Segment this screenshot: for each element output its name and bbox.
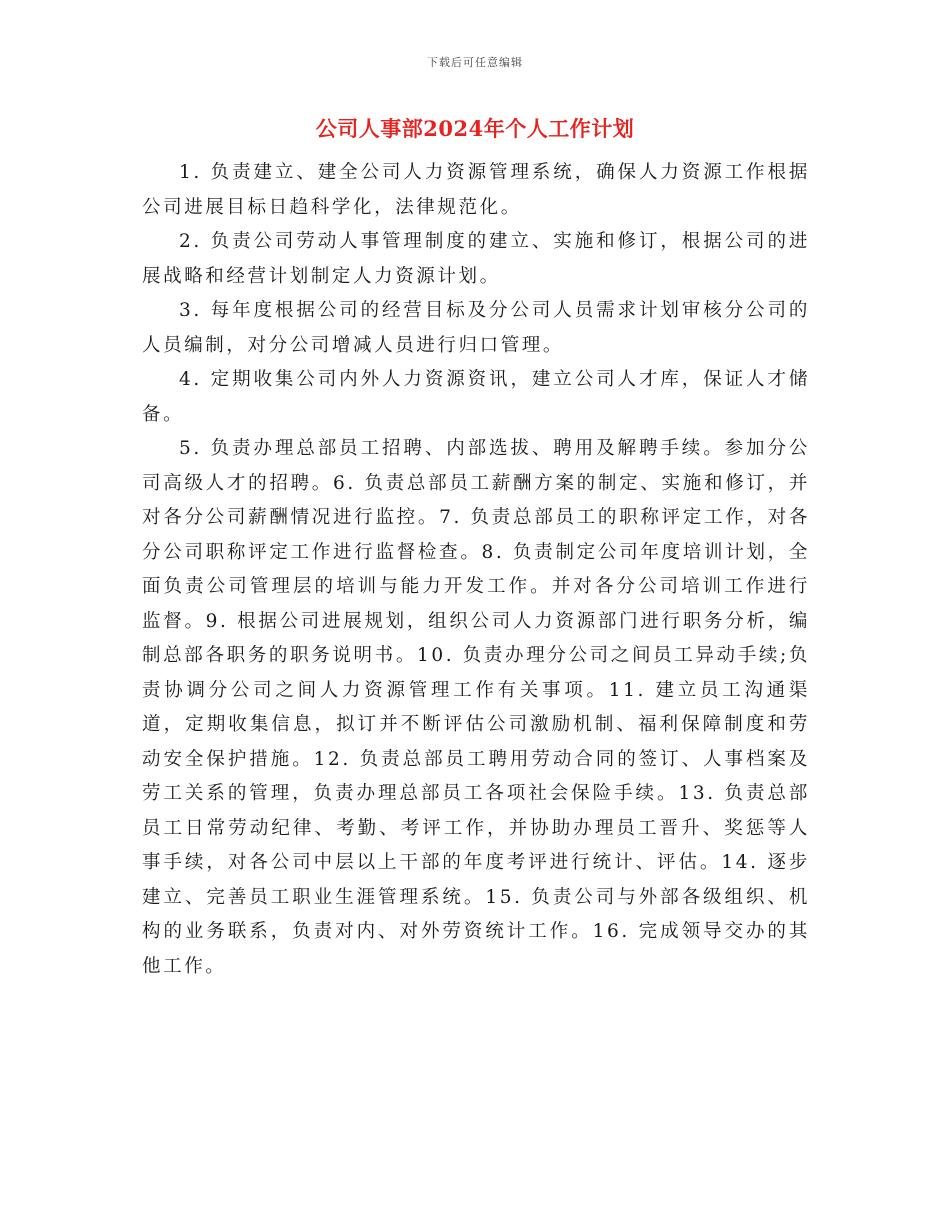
document-body [142,156,810,984]
paragraph-3: 3. 每年度根据公司的经营目标及分公司人员需求计划审核分公司的人员编制，对分公司增减人员进行归口管理。 [142,300,810,356]
paragraph-1: 1. 负责建立、建全公司人力资源管理系统，确保人力资源工作根据公司进展目标日趋科学化，法律规范化。 [142,162,810,218]
document-title: 公司人事部2024年个人工作计划 [315,116,635,141]
paragraph-2: 2. 负责公司劳动人事管理制度的建立、实施和修订，根据公司的进展战略和经营计划制定人力资源计划。 [142,231,810,287]
page-header-note: 下载后可任意编辑 [427,56,523,69]
paragraph-4: 4. 定期收集公司内外人力资源资讯，建立公司人才库，保证人才储备。 [142,369,810,425]
paragraph-5: 5. 负责办理总部员工招聘、内部选拔、聘用及解聘手续。参加分公司高级人才的招聘。6. 负责总部员工薪酬方案的制定、实施和修订，并对各分公司薪酬情况进行监控。7. 负责总部员工的职称评定工作，对各分公司职称评定工作进行监督检查。8. 负责制定公司年度培训计划，全面负责公司管理层的培训与能力开发工作。并对各分公司培训工作进行监督。9. 根据公司进展规划，组织公司人力资源部门进行职务分析，编制总部各职务的职务说明书。10. 负责办理分公司之间员工异动手续;负责协调分公司之间人力资源管理工作有关事项。11. 建立员工沟通渠道，定期收集信息，拟订并不断评估公司激励机制、福利保障制度和劳动安全保护措施。12. 负责总部员工聘用劳动合同的签订、人事档案及劳工关系的管理，负责办理总部员工各项社会保险手续。13. 负责总部员工日常劳动纪律、考勤、考评工作，并协助办理员工晋升、奖惩等人事手续，对各公司中层以上干部的年度考评进行统计、评估。14. 逐步建立、完善员工职业生涯管理系统。15. 负责公司与外部各级组织、机构的业务联系，负责对内、对外劳资统计工作。16. 完成领导交办的其他工作。 [142,438,810,977]
